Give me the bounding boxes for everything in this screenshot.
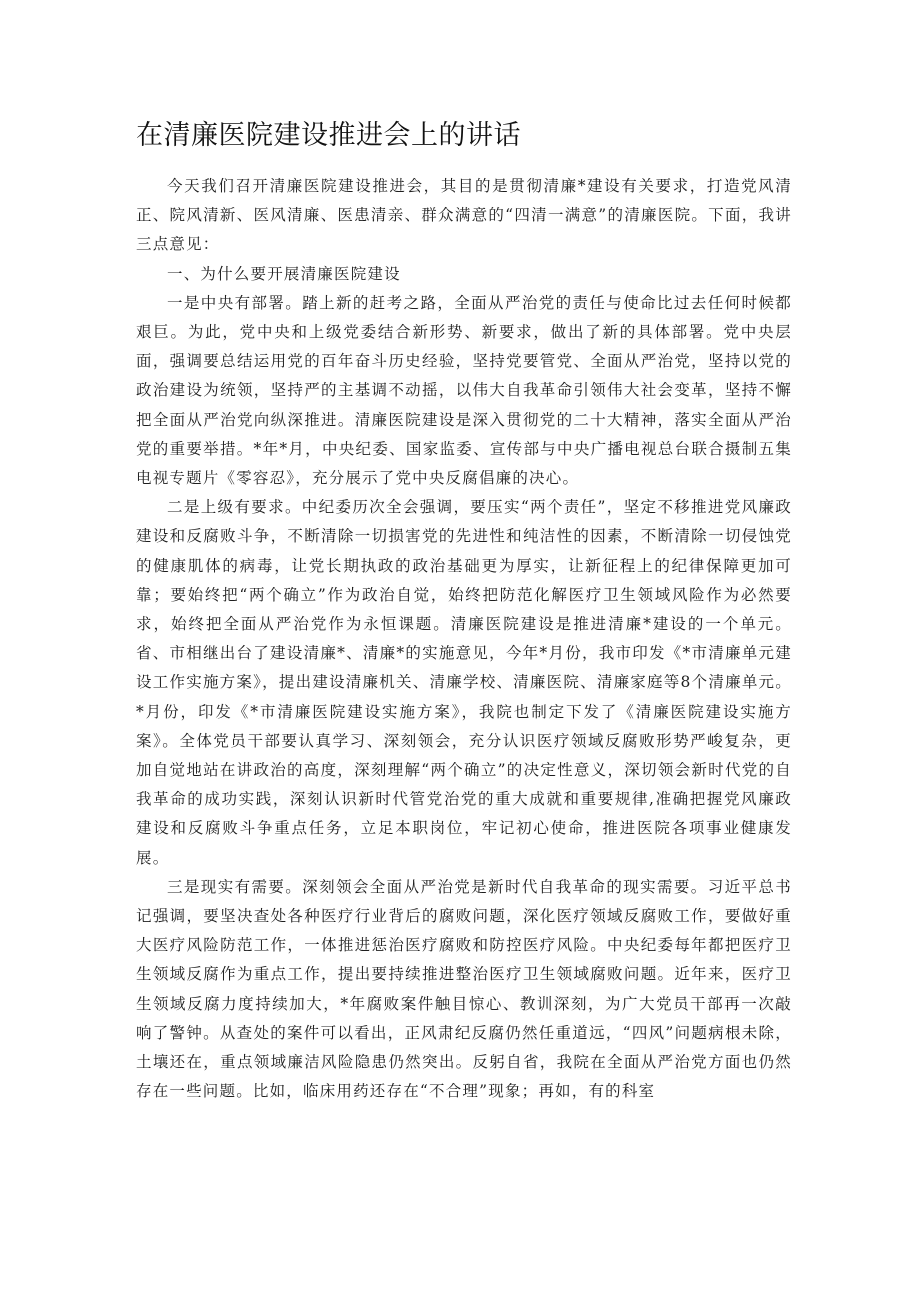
paragraph-text: 深刻领会全面从严治党是新时代自我革命的现实需要。习近平总书记强调，要坚决查处各种医疗行业背后的腐败问题，深化医疗领域反腐败工作，要做好重大医疗风险防范工作，一体推进惩治医疗腐败和防控医疗风险。中央纪委每年都把医疗卫生领域反腐作为重点工作，提出要持续推进整治医疗卫生领域腐败问题。近年来，医疗卫生领域反腐力度持续加大，*年腐败案件触目惊心、教训深刻，为广大党员干部再一次敲响了警钟。从查处的案件可以看出，正风肃纪反腐仍然任重道远，“四风”问题病根未除，土壤还在，重点领域廉洁风险隐患仍然突出。反躬自省，我院在全面从严治党方面也仍然存在一些问题。比如，临床用药还存在“不合理”现象；再如，有的科室 — [136, 877, 792, 1101]
document-title: 在清廉医院建设推进会上的讲话 — [136, 120, 521, 151]
paragraph-lead: 二是上级有要求。 — [167, 498, 302, 517]
paragraph-lead: 一是中央有部署。 — [167, 293, 303, 312]
intro-paragraph: 今天我们召开清廉医院建设推进会，其目的是贯彻清廉*建设有关要求，打造党风清正、院风清新、医风清廉、医患清亲、群众满意的“四清一满意”的清廉医院。下面，我讲三点意见： — [136, 177, 792, 254]
paragraph-practical-needs — [136, 873, 792, 1107]
paragraph-central-deployment — [136, 289, 792, 493]
section-heading-1: 一、为什么要开展清廉医院建设 — [167, 264, 401, 283]
paragraph-text: 中纪委历次全会强调，要压实“两个责任”，坚定不移推进党风廉政建设和反腐败斗争，不断清除一切损害党的先进性和纯洁性的因素，不断清除一切侵蚀党的健康肌体的病毒，让党长期执政的政治基础更为厚实，让新征程上的纪律保障更加可靠；要始终把“两个确立”作为政治自觉，始终把防范化解医疗卫生领域风险作为必然要求，始终把全面从严治党作为永恒课题。清廉医院建设是推进清廉*建设的一个单元。省、市相继出台了建设清廉*、清廉*的实施意见，今年*月份，我市印发《*市清廉单元建设工作实施方案》，提出建设清廉机关、清廉学校、清廉医院、清廉家庭等8个清廉单元。*月份，印发《*市清廉医院建设实施方案》，我院也制定下发了《清廉医院建设实施方案》。全体党员干部要认真学习、深刻领会，充分认识医疗领域反腐败形势严峻复杂，更加自觉地站在讲政治的高度，深刻理解“两个确立”的决定性意义，深切领会新时代党的自我革命的成功实践，深刻认识新时代管党治党的重大成就和重要规律,准确把握党风廉政建设和反腐败斗争重点任务，立足本职岗位，牢记初心使命，推进医院各项事业健康发展。 — [136, 498, 792, 867]
document-body — [136, 172, 792, 1107]
paragraph-superior-requirements — [136, 493, 792, 873]
paragraph-lead: 三是现实有需要。 — [167, 877, 303, 896]
paragraph-text: 踏上新的赶考之路，全面从严治党的责任与使命比过去任何时候都艰巨。为此，党中央和上级党委结合新形势、新要求，做出了新的具体部署。党中央层面，强调要总结运用党的百年奋斗历史经验，坚持党要管党、全面从严治党，坚持以党的政治建设为统领，坚持严的主基调不动摇，以伟大自我革命引领伟大社会变革，坚持不懈把全面从严治党向纵深推进。清廉医院建设是深入贯彻党的二十大精神，落实全面从严治党的重要举措。*年*月，中央纪委、国家监委、宣传部与中央广播电视总台联合摄制五集电视专题片《零容忍》，充分展示了党中央反腐倡廉的决心。 — [136, 293, 792, 488]
